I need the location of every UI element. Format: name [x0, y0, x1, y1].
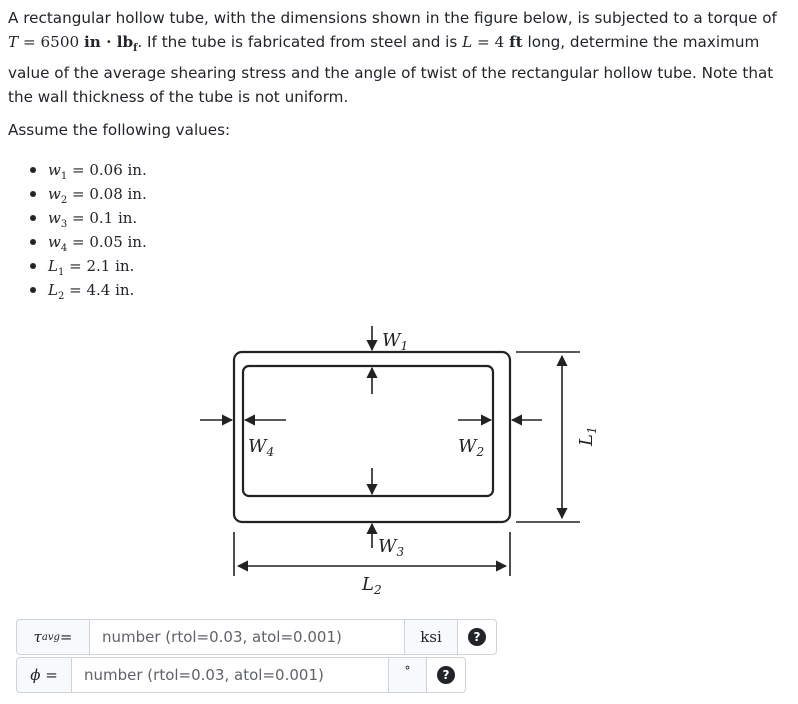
- phi-help-button[interactable]: [427, 657, 466, 693]
- tube-figure: [190, 318, 610, 608]
- torque-equation: T = 6500: [8, 33, 80, 51]
- list-item: $w_1 = 0.06$ in.: [28, 158, 147, 182]
- problem-statement: A rectangular hollow tube, with the dimensions shown in the figure below, is subjected to a torque of T = 6500 in · $lb_f$. If the tube is fabricated from steel and is L = 4 ft long, determine the maximum value of the average shearing stress and the angle of twist of the rectangular hollow tube. Note that the wall thickness of the tube is not uniform.: [8, 9, 777, 107]
- label-w1: $W_1$: [382, 330, 409, 353]
- length-equation: L = 4 ft: [462, 33, 523, 51]
- tau-unit: ksi: [405, 619, 458, 655]
- tau-label: τ avg =: [16, 619, 89, 655]
- label-w4: $W_4$: [248, 436, 275, 459]
- label-l2: $L_2$: [362, 574, 382, 597]
- list-item: $w_4 = 0.05$ in.: [28, 230, 147, 254]
- phi-input[interactable]: [71, 657, 389, 693]
- question-icon: ?: [437, 666, 455, 684]
- list-item: $w_3 = 0.1$ in.: [28, 206, 147, 230]
- tau-help-button[interactable]: [458, 619, 497, 655]
- label-w3: $W_3$: [378, 536, 405, 559]
- phi-answer-group: [16, 657, 466, 693]
- label-l1: $L_1$: [576, 426, 599, 446]
- question-icon: ?: [468, 628, 486, 646]
- phi-label: ϕ =: [16, 657, 71, 693]
- torque-unit: in · $lb_f$: [84, 33, 138, 55]
- phi-unit: °: [389, 657, 427, 693]
- label-w2: $W_2$: [458, 436, 485, 459]
- inner-wall: [243, 366, 493, 496]
- list-item: $L_2 = 4.4$ in.: [28, 278, 147, 302]
- tau-answer-group: [16, 619, 497, 655]
- list-item: $L_1 = 2.1$ in.: [28, 254, 147, 278]
- list-item: $w_2 = 0.08$ in.: [28, 182, 147, 206]
- tau-input[interactable]: [89, 619, 405, 655]
- values-list: [28, 158, 147, 302]
- assume-text: Assume the following values:: [8, 121, 231, 139]
